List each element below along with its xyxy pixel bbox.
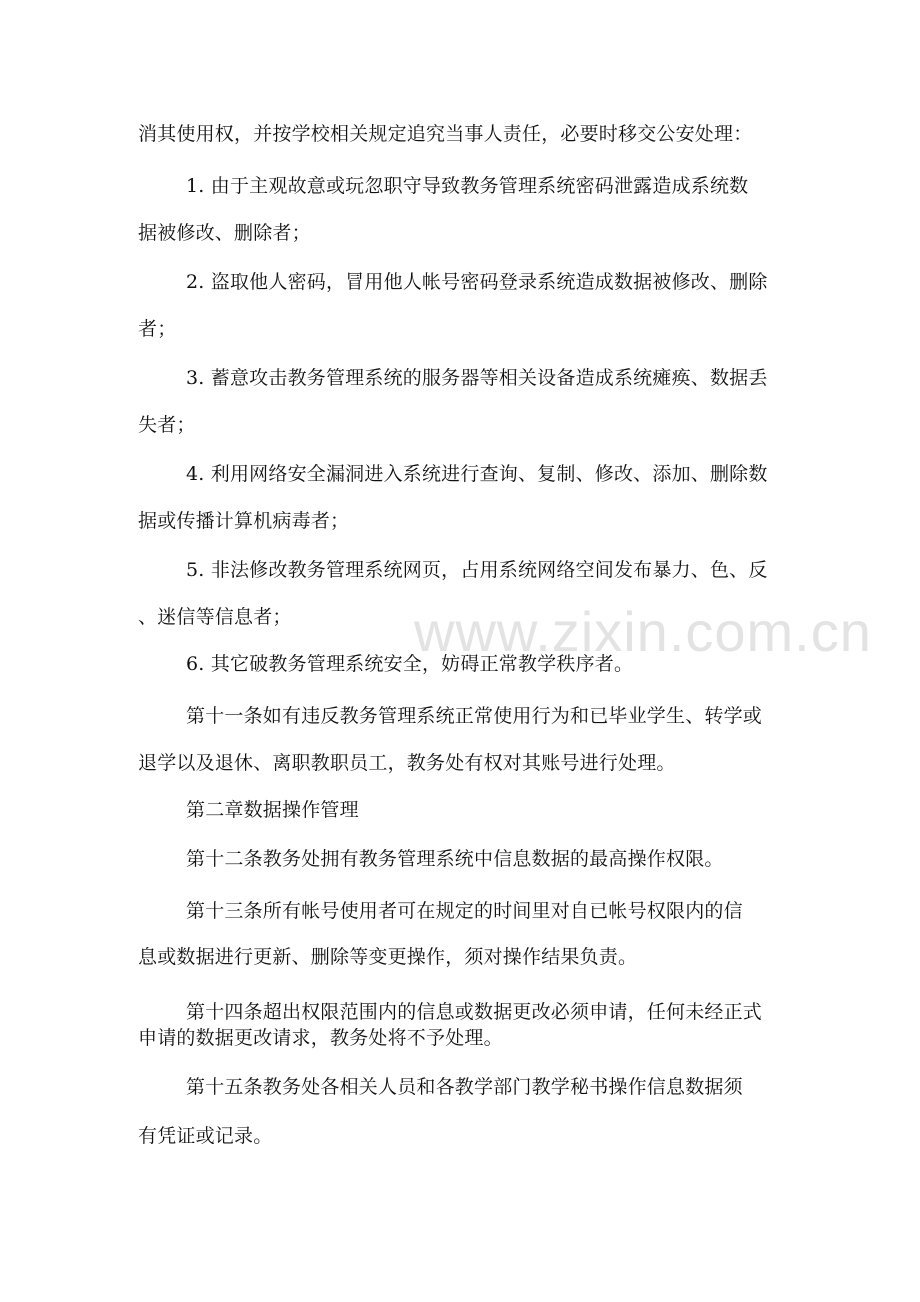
article-14-line-2: 申请的数据更改请求，教务处将不予处理。 bbox=[138, 1027, 503, 1049]
article-15-line-1: 第十五条教务处各相关人员和各教学部门教学秘书操作信息数据须 bbox=[186, 1076, 743, 1098]
article-13-line-2: 息或数据进行更新、删除等变更操作，须对操作结果负责。 bbox=[138, 946, 638, 968]
watermark: www.zixin.com.cn bbox=[414, 600, 872, 663]
article-14-line-1: 第十四条超出权限范围内的信息或数据更改必须申请，任何未经正式 bbox=[186, 1001, 763, 1023]
list-item-4-line-2: 据或传播计算机病毒者； bbox=[138, 510, 350, 532]
article-11-line-1: 第十一条如有违反教务管理系统正常使用行为和已毕业学生、转学或 bbox=[186, 705, 763, 727]
list-item-3-line-1: 3. 蓄意攻击教务管理系统的服务器等相关设备造成系统瘫痪、数据丢 bbox=[186, 367, 768, 389]
chapter-heading: 第二章数据操作管理 bbox=[186, 799, 359, 821]
article-12: 第十二条教务处拥有教务管理系统中信息数据的最高操作权限。 bbox=[186, 848, 724, 870]
text-line: 消其使用权，并按学校相关规定追究当事人责任，必要时移交公安处理： bbox=[138, 123, 753, 145]
article-11-line-2: 退学以及退休、离职教职员工，教务处有权对其账号进行处理。 bbox=[138, 752, 676, 774]
list-item-1-line-2: 据被修改、删除者； bbox=[138, 222, 311, 244]
list-item-5-line-1: 5. 非法修改教务管理系统网页，占用系统网络空间发布暴力、色、反 bbox=[186, 559, 768, 581]
article-13-line-1: 第十三条所有帐号使用者可在规定的时间里对自已帐号权限内的信 bbox=[186, 900, 743, 922]
list-item-6: 6. 其它破教务管理系统安全，妨碍正常教学秩序者。 bbox=[186, 653, 634, 675]
list-item-4-line-1: 4. 利用网络安全漏洞进入系统进行查询、复制、修改、添加、删除数 bbox=[186, 463, 768, 485]
list-item-2-line-2: 者； bbox=[138, 318, 177, 340]
list-item-5-line-2: 、迷信等信息者； bbox=[138, 606, 292, 628]
article-15-line-2: 有凭证或记录。 bbox=[138, 1125, 273, 1147]
list-item-2-line-1: 2. 盗取他人密码，冒用他人帐号密码登录系统造成数据被修改、删除 bbox=[186, 271, 768, 293]
list-item-3-line-2: 失者； bbox=[138, 414, 196, 436]
list-item-1-line-1: 1. 由于主观故意或玩忽职守导致教务管理系统密码泄露造成系统数 bbox=[186, 175, 749, 197]
